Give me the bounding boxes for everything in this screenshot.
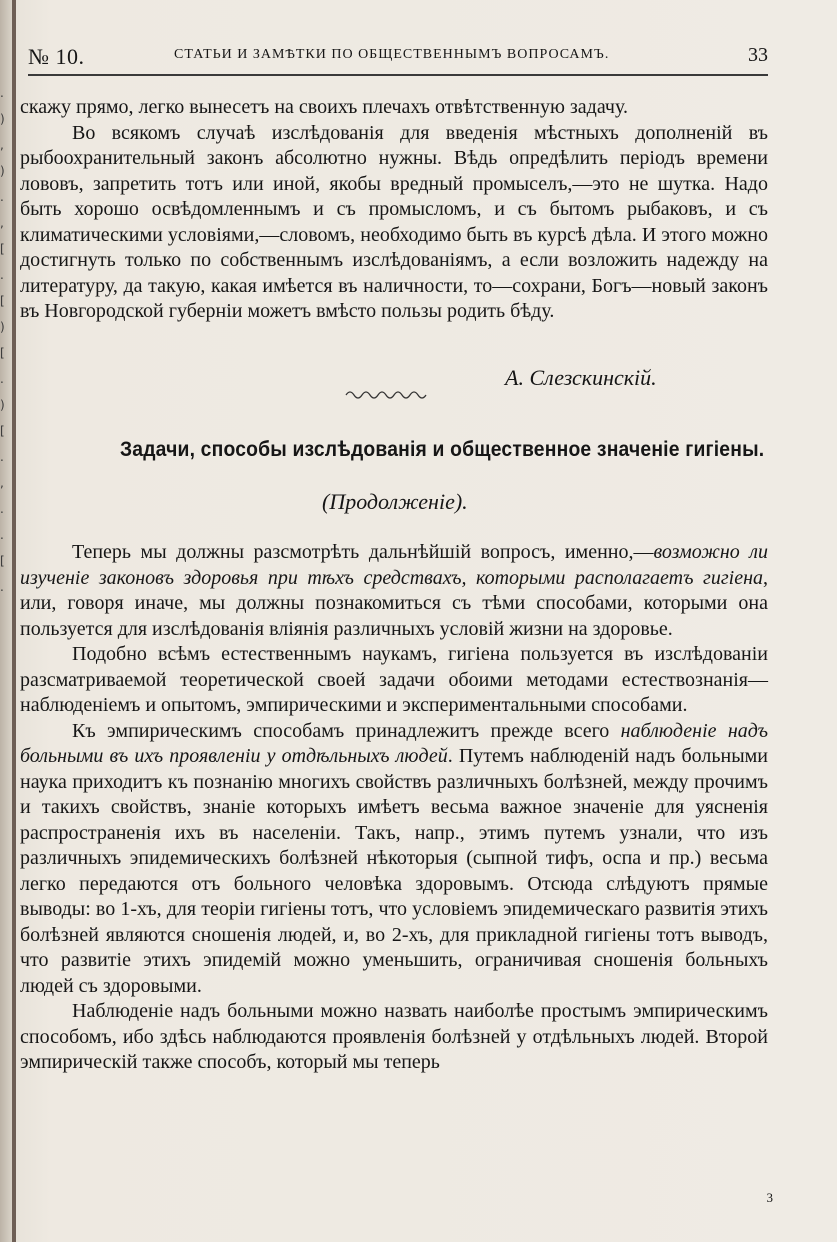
body-paragraph-3: [20, 719, 768, 1000]
body-paragraph-4: Наблюденіе надъ больными можно назвать наиболѣе простымъ эмпирическимъ способомъ, ибо здѣсь наблюдаются проявленія болѣзней у отдѣльныхъ людей. Второй эмпирическій также способъ, который мы теперь: [20, 1000, 768, 1073]
intro-text: [20, 95, 768, 325]
page-header: [28, 40, 768, 76]
intro-paragraph-1: скажу прямо, легко вынесетъ на своихъ плечахъ отвѣтственную задачу.: [20, 96, 628, 118]
body-paragraph-2: Подобно всѣмъ естественнымъ наукамъ, гигіена пользуется въ изслѣдованіи разсматриваемой теоретической своей задачи обоими методами естествознанія—наблюденіемъ и опытомъ, эмпирическими и экспериментальными способами.: [20, 643, 768, 716]
signature-mark: 3: [766, 1190, 773, 1205]
body-paragraph-1-part-c: , или, говоря иначе, мы должны познакомиться съ тѣми способами, которыми она пользуется для изслѣдованія вліянія различныхъ условій жизни на здоровье.: [20, 566, 768, 640]
intro-paragraph-2: Во всякомъ случаѣ изслѣдованія для введенія мѣстныхъ дополненій въ рыбоохранительный законъ абсолютно нужны. Вѣдь опредѣлить періодъ времени лововъ, запретить тотъ или иной, якобы вредный промыселъ,—это не шутка. Надо быть хорошо освѣдомленнымъ и съ промысломъ, и съ бытомъ рыбаковъ, и съ климатическими условіями,—словомъ, необходимо быть въ курсѣ дѣла. И этого можно достигнуть только по собственнымъ изслѣдованіямъ, а если возложить надежду на литературу, да такую, какая имѣется въ наличности, то—сохрани, Богъ—новый законъ въ Новгородской губерніи можетъ вмѣсто пользы родить бѣду.: [20, 121, 768, 322]
running-title: СТАТЬИ И ЗАМѢТКИ ПО ОБЩЕСТВЕННЫМЪ ВОПРОСАМЪ.: [174, 47, 610, 62]
article-body: [20, 540, 768, 1076]
binding-line: [12, 0, 16, 1242]
article-subtitle: (Продолженіе).: [322, 489, 468, 514]
body-paragraph-3-part-a: Къ эмпирическимъ способамъ принадлежитъ прежде всего: [72, 719, 621, 742]
issue-number: № 10.: [28, 44, 85, 69]
body-paragraph-1-part-a: Теперь мы должны разсмотрѣть дальнѣйшій вопросъ, именно,—: [72, 541, 654, 563]
section-divider-ornament: [344, 388, 430, 402]
body-paragraph-1-italic: возможно ли изученіе законовъ здоровья при тѣхъ средствахъ, которыми располагаетъ гигіена: [20, 541, 768, 589]
page-number: 33: [748, 44, 768, 66]
body-paragraph-3-part-c: . Путемъ наблюденій надъ больными наука приходитъ къ познанію многихъ свойствъ различныхъ болѣзней, между прочимъ и такихъ свойствъ, знаніе которыхъ имѣетъ весьма важное значеніе для уясненія распространенія ихъ въ населеніи. Такъ, напр., этимъ путемъ узнали, что изъ различныхъ эпидемическихъ болѣзней нѣкоторыя (сыпной тифъ, оспа и пр.) весьма легко передаются отъ больного человѣка здоровымъ. Отсюда слѣдуютъ прямые выводы: во 1-хъ, для теоріи гигіены тотъ, что условіемъ эпидемическаго развитія этихъ болѣзней являются сношенія людей, и, во 2-хъ, для прикладной гигіены тотъ выводъ, что развитіе этихъ эпидемій можно уменьшить, ограничивая сношенія больныхъ людей съ здоровыми.: [20, 745, 768, 997]
signature: А. Слезскинскій.: [505, 365, 657, 390]
body-paragraph-1: [20, 540, 768, 642]
article-title: Задачи, способы изслѣдованія и общественное значеніе гигіены.: [120, 438, 765, 461]
binding-marks: . ) , ) . , [ . [ ) [ . ) [ . , . . [ .: [0, 86, 5, 594]
body-paragraph-3-italic: наблюденіе надъ больными въ ихъ проявленіи у отдѣльныхъ людей: [20, 719, 768, 767]
